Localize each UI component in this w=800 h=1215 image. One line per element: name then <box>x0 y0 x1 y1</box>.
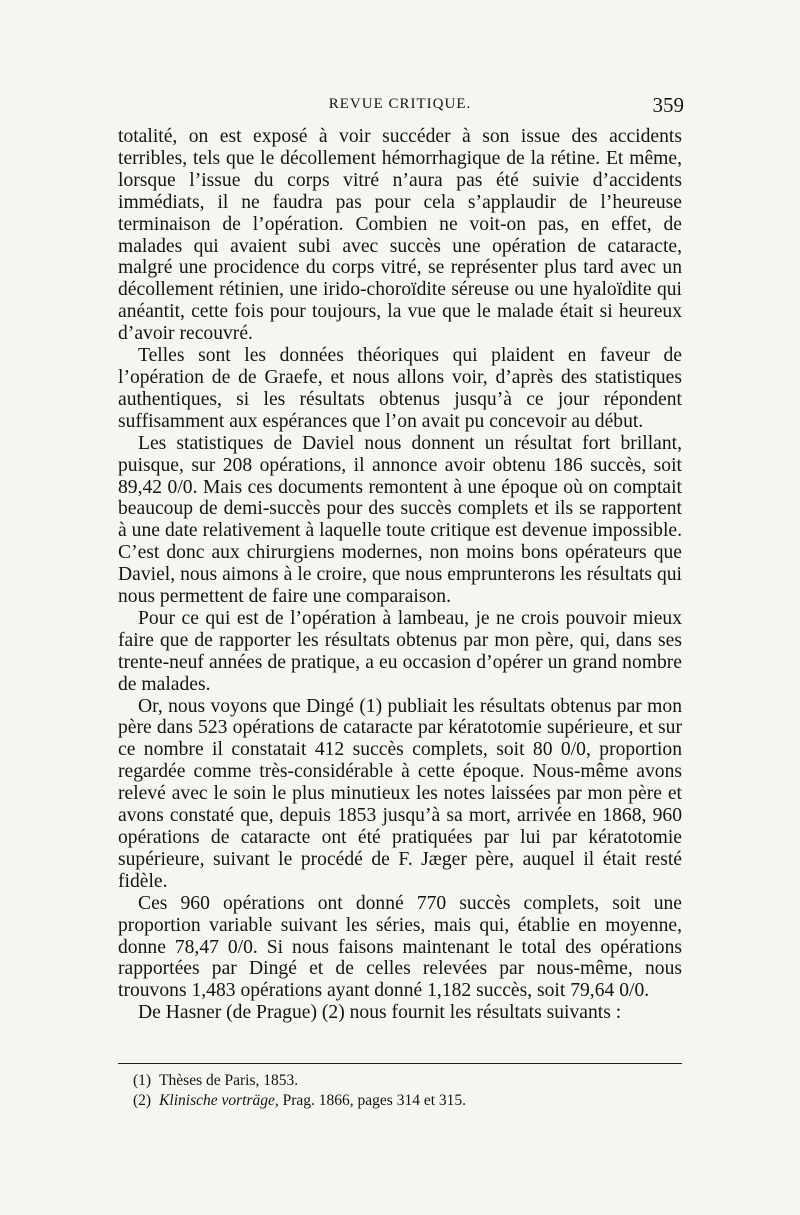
running-header <box>118 93 684 122</box>
footnote-marker: (2) <box>133 1092 152 1109</box>
paragraph: De Hasner (de Prague) (2) nous fournit les résultats suivants : <box>138 1002 622 1024</box>
footnotes <box>133 1071 673 1111</box>
footnote-text: Prag. 1866, pages 314 et 315. <box>278 1092 467 1109</box>
body-text <box>118 126 682 1024</box>
footnote-text: Thèses de Paris, 1853. <box>159 1072 299 1089</box>
footnote-marker: (1) <box>133 1072 152 1089</box>
footnote <box>133 1071 673 1091</box>
paragraph: Or, nous voyons que Dingé (1) publiait les résultats obtenus par mon père dans 523 opérations de cataracte par kératotomie supérieure, et sur ce nombre il constatait 412 succès complets, soit 80 0/0, proportion regardée comme très-considérable à cette époque. Nous-même avons relevé avec le soin le plus minutieux les notes laissées par mon père et avons constaté que, depuis 1853 jusqu’à sa mort, arrivée en 1868, 960 opérations de cataracte ont été pratiquées par lui par kératotomie supérieure, suivant le procédé de F. Jæger père, auquel il était resté fidèle. <box>118 695 682 892</box>
paragraph: Pour ce qui est de l’opération à lambeau, je ne crois pouvoir mieux faire que de rapporter les résultats obtenus par mon père, qui, dans ses trente-neuf années de pratique, a eu occasion d’opérer un grand nombre de malades. <box>118 607 682 695</box>
paragraph: Les statistiques de Daviel nous donnent un résultat fort brillant, puisque, sur 208 opérations, il annonce avoir obtenu 186 succès, soit 89,42 0/0. Mais ces documents remontent à une époque où on comptait beaucoup de demi-succès pour des succès complets et ils se rapportent à une date relativement à laquelle toute critique est devenue impossible. C’est donc aux chirurgiens modernes, non moins bons opérateurs que Daviel, nous aimons à le croire, que nous emprunterons les résultats qui nous permettent de faire une comparaison. <box>118 432 682 608</box>
paragraph: Ces 960 opérations ont donné 770 succès complets, soit une proportion variable suivant les séries, mais qui, établie en moyenne, donne 78,47 0/0. Si nous faisons maintenant le total des opérations rapportées par Dingé et de celles relevées par nous-même, nous trouvons 1,483 opérations ayant donné 1,182 succès, soit 79,64 0/0. <box>118 892 682 1002</box>
footnote-work-title: Klinische vorträge, <box>159 1092 279 1109</box>
running-title: REVUE CRITIQUE. <box>328 96 472 112</box>
footnote <box>133 1091 673 1111</box>
page-number: 359 <box>652 93 684 117</box>
paragraph: totalité, on est exposé à voir succéder à son issue des accidents terribles, tels que le décollement hémorrhagique de la rétine. Et même, lorsque l’issue du corps vitré n’aura pas été suivie d’accidents immédiats, il ne faudra pas pour cela s’applaudir de l’heureuse terminaison de l’opération. Combien ne voit-on pas, en effet, de malades qui avaient subi avec succès une opération de cataracte, malgré une procidence du corps vitré, se représenter plus tard avec un décollement rétinien, une irido-choroïdite séreuse ou une hyaloïdite qui anéantit, cette fois pour toujours, la vue que le malade était si heureux d’avoir recouvré. <box>118 126 682 345</box>
paragraph: Telles sont les données théoriques qui plaident en faveur de l’opération de de Graefe, et nous allons voir, d’après des statistiques authentiques, si les résultats obtenus jusqu’à ce jour répondent suffisamment aux espérances que l’on avait pu concevoir au début. <box>118 345 682 432</box>
footnote-rule <box>118 1063 682 1064</box>
